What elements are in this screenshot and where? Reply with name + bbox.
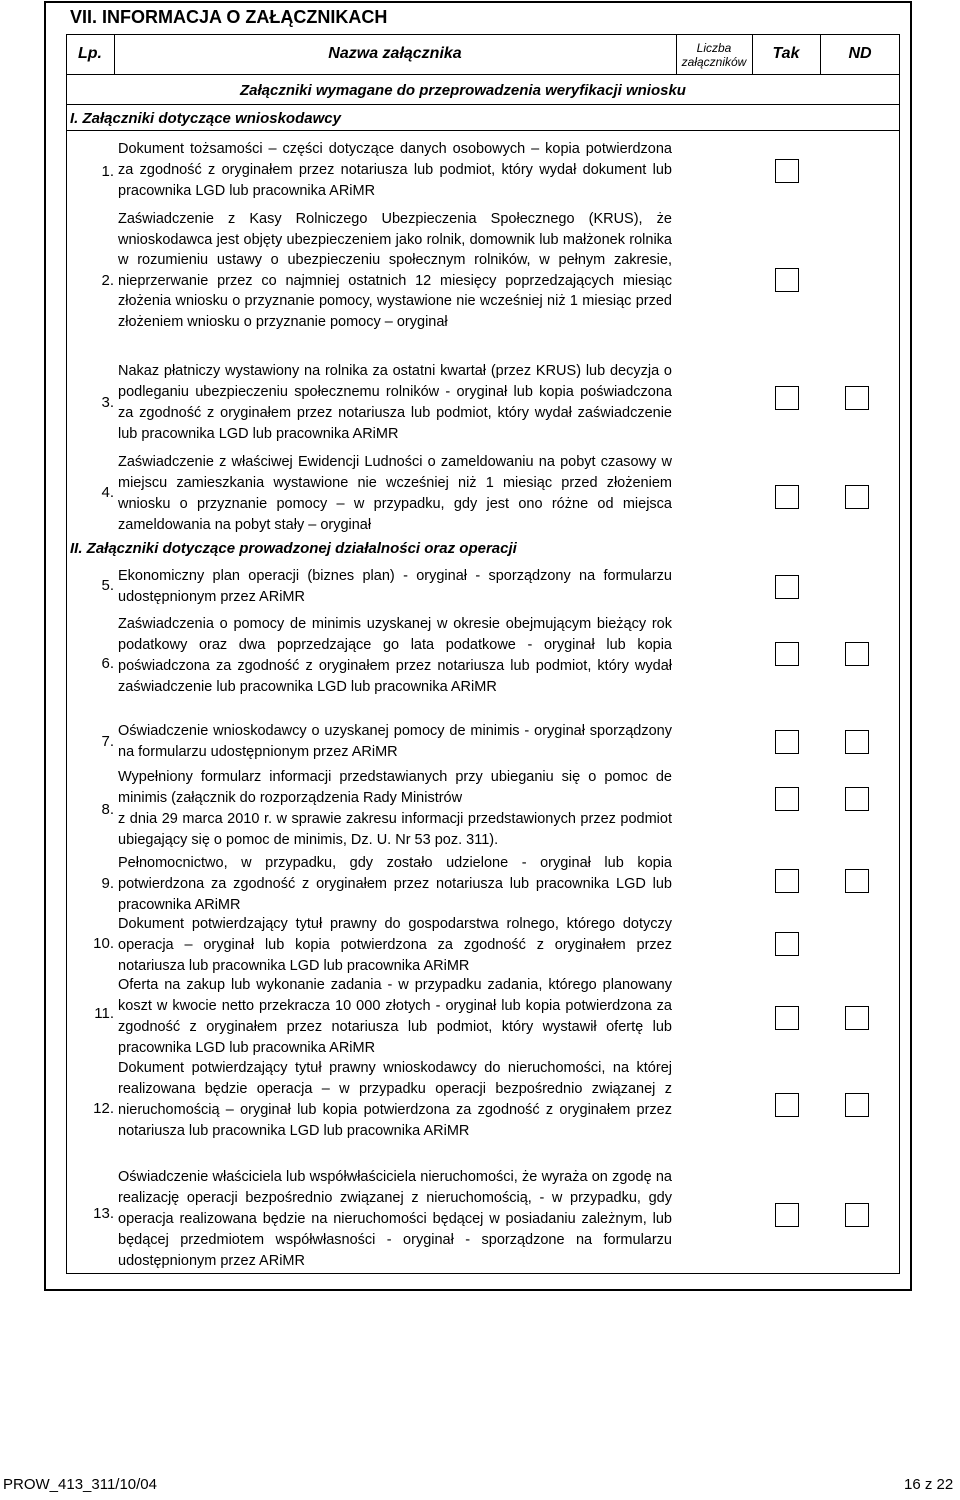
tak-checkbox[interactable] xyxy=(775,932,799,956)
nd-checkbox[interactable] xyxy=(845,642,869,666)
tak-checkbox[interactable] xyxy=(775,268,799,292)
row-description: Dokument potwierdzający tytuł prawny do gospodarstwa rolnego, którego dotyczy operacja – oryginał lub kopia potwierdzona za zgodność z oryginałem przez notariusza lub pracownika LGD lub pracownika ARiMR xyxy=(118,916,672,974)
row-description: Ekonomiczny plan operacji (biznes plan) - oryginał - sporządzony na formularzu udostępnionym przez ARiMR xyxy=(118,568,672,605)
row-number: 6. xyxy=(101,655,114,672)
tak-checkbox[interactable] xyxy=(775,485,799,509)
row-number: 7. xyxy=(101,733,114,750)
header-lp: Lp. xyxy=(78,45,102,62)
row-description: Zaświadczenie z Kasy Rolniczego Ubezpieczenia Społecznego (KRUS), że wnioskodawca jest objęty ubezpieczeniem jako rolnik, domownik lub małżonek rolnika w rozumieniu ustawy o ubezpieczeniu społecznym rolników, w pełnym zakresie, nieprzerwanie przez co najmniej ostatnich 12 miesięcy poprzedzających miesiąc złożenia wniosku o przyznanie pomocy, wystawione nie wcześniej niż 1 miesiąc przed złożeniem wniosku o przyznanie pomocy – oryginał xyxy=(118,211,672,330)
row-number: 3. xyxy=(101,394,114,411)
tak-checkbox[interactable] xyxy=(775,1203,799,1227)
nd-checkbox[interactable] xyxy=(845,869,869,893)
nd-checkbox[interactable] xyxy=(845,485,869,509)
row-description xyxy=(118,767,672,851)
row-number: 10. xyxy=(93,935,114,952)
row-number: 9. xyxy=(101,875,114,892)
row-description: Nakaz płatniczy wystawiony na rolnika za ostatni kwartał (przez KRUS) lub decyzja o podleganiu ubezpieczeniu społecznemu rolników - oryginał lub kopia poświadczona za zgodność z oryginałem przez notariusza lub podmiot, który wydał zaświadczenie lub pracownika LGD lub pracownika ARiMR xyxy=(118,363,672,442)
row-description: Zaświadczenie z właściwej Ewidencji Ludności o zameldowaniu na pobyt czasowy w miejscu zamieszkania wystawione nie wcześniej niż 1 miesiąc przed złożeniem wniosku o przyznanie pomocy – w przypadku, gdy jest ono różne od miejsca zameldowania na pobyt stały – oryginał xyxy=(118,454,672,533)
row-description: Oświadczenie wnioskodawcy o uzyskanej pomocy de minimis - oryginał sporządzony na formularzu udostępnionym przez ARiMR xyxy=(118,723,672,760)
row-description: Oferta na zakup lub wykonanie zadania - w przypadku zadania, którego planowany koszt w kwocie netto przekracza 10 000 złotych - oryginał lub kopia potwierdzona za zgodność z oryginałem przez notariusza lub podmiot, który wystawił ofertę lub pracownika LGD lub pracownika ARiMR xyxy=(118,977,672,1056)
required-attachments-title: Załączniki wymagane do przeprowadzenia weryfikacji wniosku xyxy=(240,82,686,99)
row-description: Oświadczenie właściciela lub współwłaściciela nieruchomości, że wyraża on zgodę na realizację operacji bezpośrednio związanej z nieruchomością, - w przypadku, gdy operacja realizowana będzie na nieruchomości będącej w posiadaniu zależnym, lub będącej przedmiotem współwłasności - oryginał - sporządzone na formularzu udostępnionym przez ARiMR xyxy=(118,1169,672,1269)
row-number: 4. xyxy=(101,484,114,501)
row-number: 8. xyxy=(101,801,114,818)
row-number: 1. xyxy=(101,163,114,180)
tak-checkbox[interactable] xyxy=(775,730,799,754)
row-number: 2. xyxy=(101,272,114,289)
row-description-line: Wypełniony formularz informacji przedstawianych przy ubieganiu się o pomoc de minimis (załącznik do rozporządzenia Rady Ministrów xyxy=(118,769,672,806)
tak-checkbox[interactable] xyxy=(775,386,799,410)
row-description: Dokument tożsamości – części dotyczące danych osobowych – kopia potwierdzona za zgodność z oryginałem przez notariusza lub podmiot, który wydał dokument lub pracownika LGD lub pracownika ARiMR xyxy=(118,141,672,199)
nd-checkbox[interactable] xyxy=(845,1093,869,1117)
footer-page-number: 16 z 22 xyxy=(904,1476,954,1493)
tak-checkbox[interactable] xyxy=(775,1006,799,1030)
row-description: Zaświadczenia o pomocy de minimis uzyskanej w okresie obejmującym bieżący rok podatkowy oraz dwa poprzedzające go lata podatkowe - oryginał lub kopia poświadczona za zgodność z oryginałem przez notariusza lub podmiot, który wydał zaświadczenie lub pracownika LGD lub pracownika ARiMR xyxy=(118,616,672,695)
row-description: Pełnomocnictwo, w przypadku, gdy zostało udzielone - oryginał lub kopia potwierdzona za zgodność z oryginałem przez notariusza lub pracownika LGD lub pracownika ARiMR xyxy=(118,855,672,913)
row-number: 11. xyxy=(94,1005,114,1022)
row-number: 5. xyxy=(101,577,114,594)
tak-checkbox[interactable] xyxy=(775,1093,799,1117)
nd-checkbox[interactable] xyxy=(845,1203,869,1227)
row-number: 13. xyxy=(93,1205,114,1222)
header-tak: Tak xyxy=(772,45,800,62)
row-description-line: z dnia 29 marca 2010 r. w sprawie zakresu informacji przedstawionych przez podmiot ubiegający się o pomoc de minimis, Dz. U. Nr 53 poz. 311). xyxy=(118,811,672,848)
footer-doc-code: PROW_413_311/10/04 xyxy=(3,1476,157,1493)
tak-checkbox[interactable] xyxy=(775,787,799,811)
row-description: Dokument potwierdzający tytuł prawny wnioskodawcy do nieruchomości, na której realizowana będzie operacja – w przypadku operacji bezpośrednio związanej z nieruchomością – oryginał lub kopia potwierdzona za zgodność z oryginałem przez notariusza lub pracownika LGD lub pracownika ARiMR xyxy=(118,1060,672,1139)
header-name: Nazwa załącznika xyxy=(328,45,462,62)
group1-bottom-line xyxy=(66,130,900,131)
section-title: VII. INFORMACJA O ZAŁĄCZNIKACH xyxy=(70,7,388,27)
header-nd: ND xyxy=(848,45,872,62)
tak-checkbox[interactable] xyxy=(775,869,799,893)
nd-checkbox[interactable] xyxy=(845,386,869,410)
tak-checkbox[interactable] xyxy=(775,642,799,666)
nd-checkbox[interactable] xyxy=(845,1006,869,1030)
group-title-applicant: I. Załączniki dotyczące wnioskodawcy xyxy=(70,110,341,127)
tak-checkbox[interactable] xyxy=(775,575,799,599)
tak-checkbox[interactable] xyxy=(775,159,799,183)
row-number: 12. xyxy=(93,1100,114,1117)
required-title-bottom-line xyxy=(66,104,900,105)
nd-checkbox[interactable] xyxy=(845,730,869,754)
header-bottom-line xyxy=(66,74,900,75)
header-count-line1: Liczba xyxy=(696,41,732,55)
header-count xyxy=(676,41,752,69)
header-count-line2: załączników xyxy=(681,55,747,69)
nd-checkbox[interactable] xyxy=(845,787,869,811)
group-title-operations: II. Załączniki dotyczące prowadzonej działalności oraz operacji xyxy=(70,540,517,557)
